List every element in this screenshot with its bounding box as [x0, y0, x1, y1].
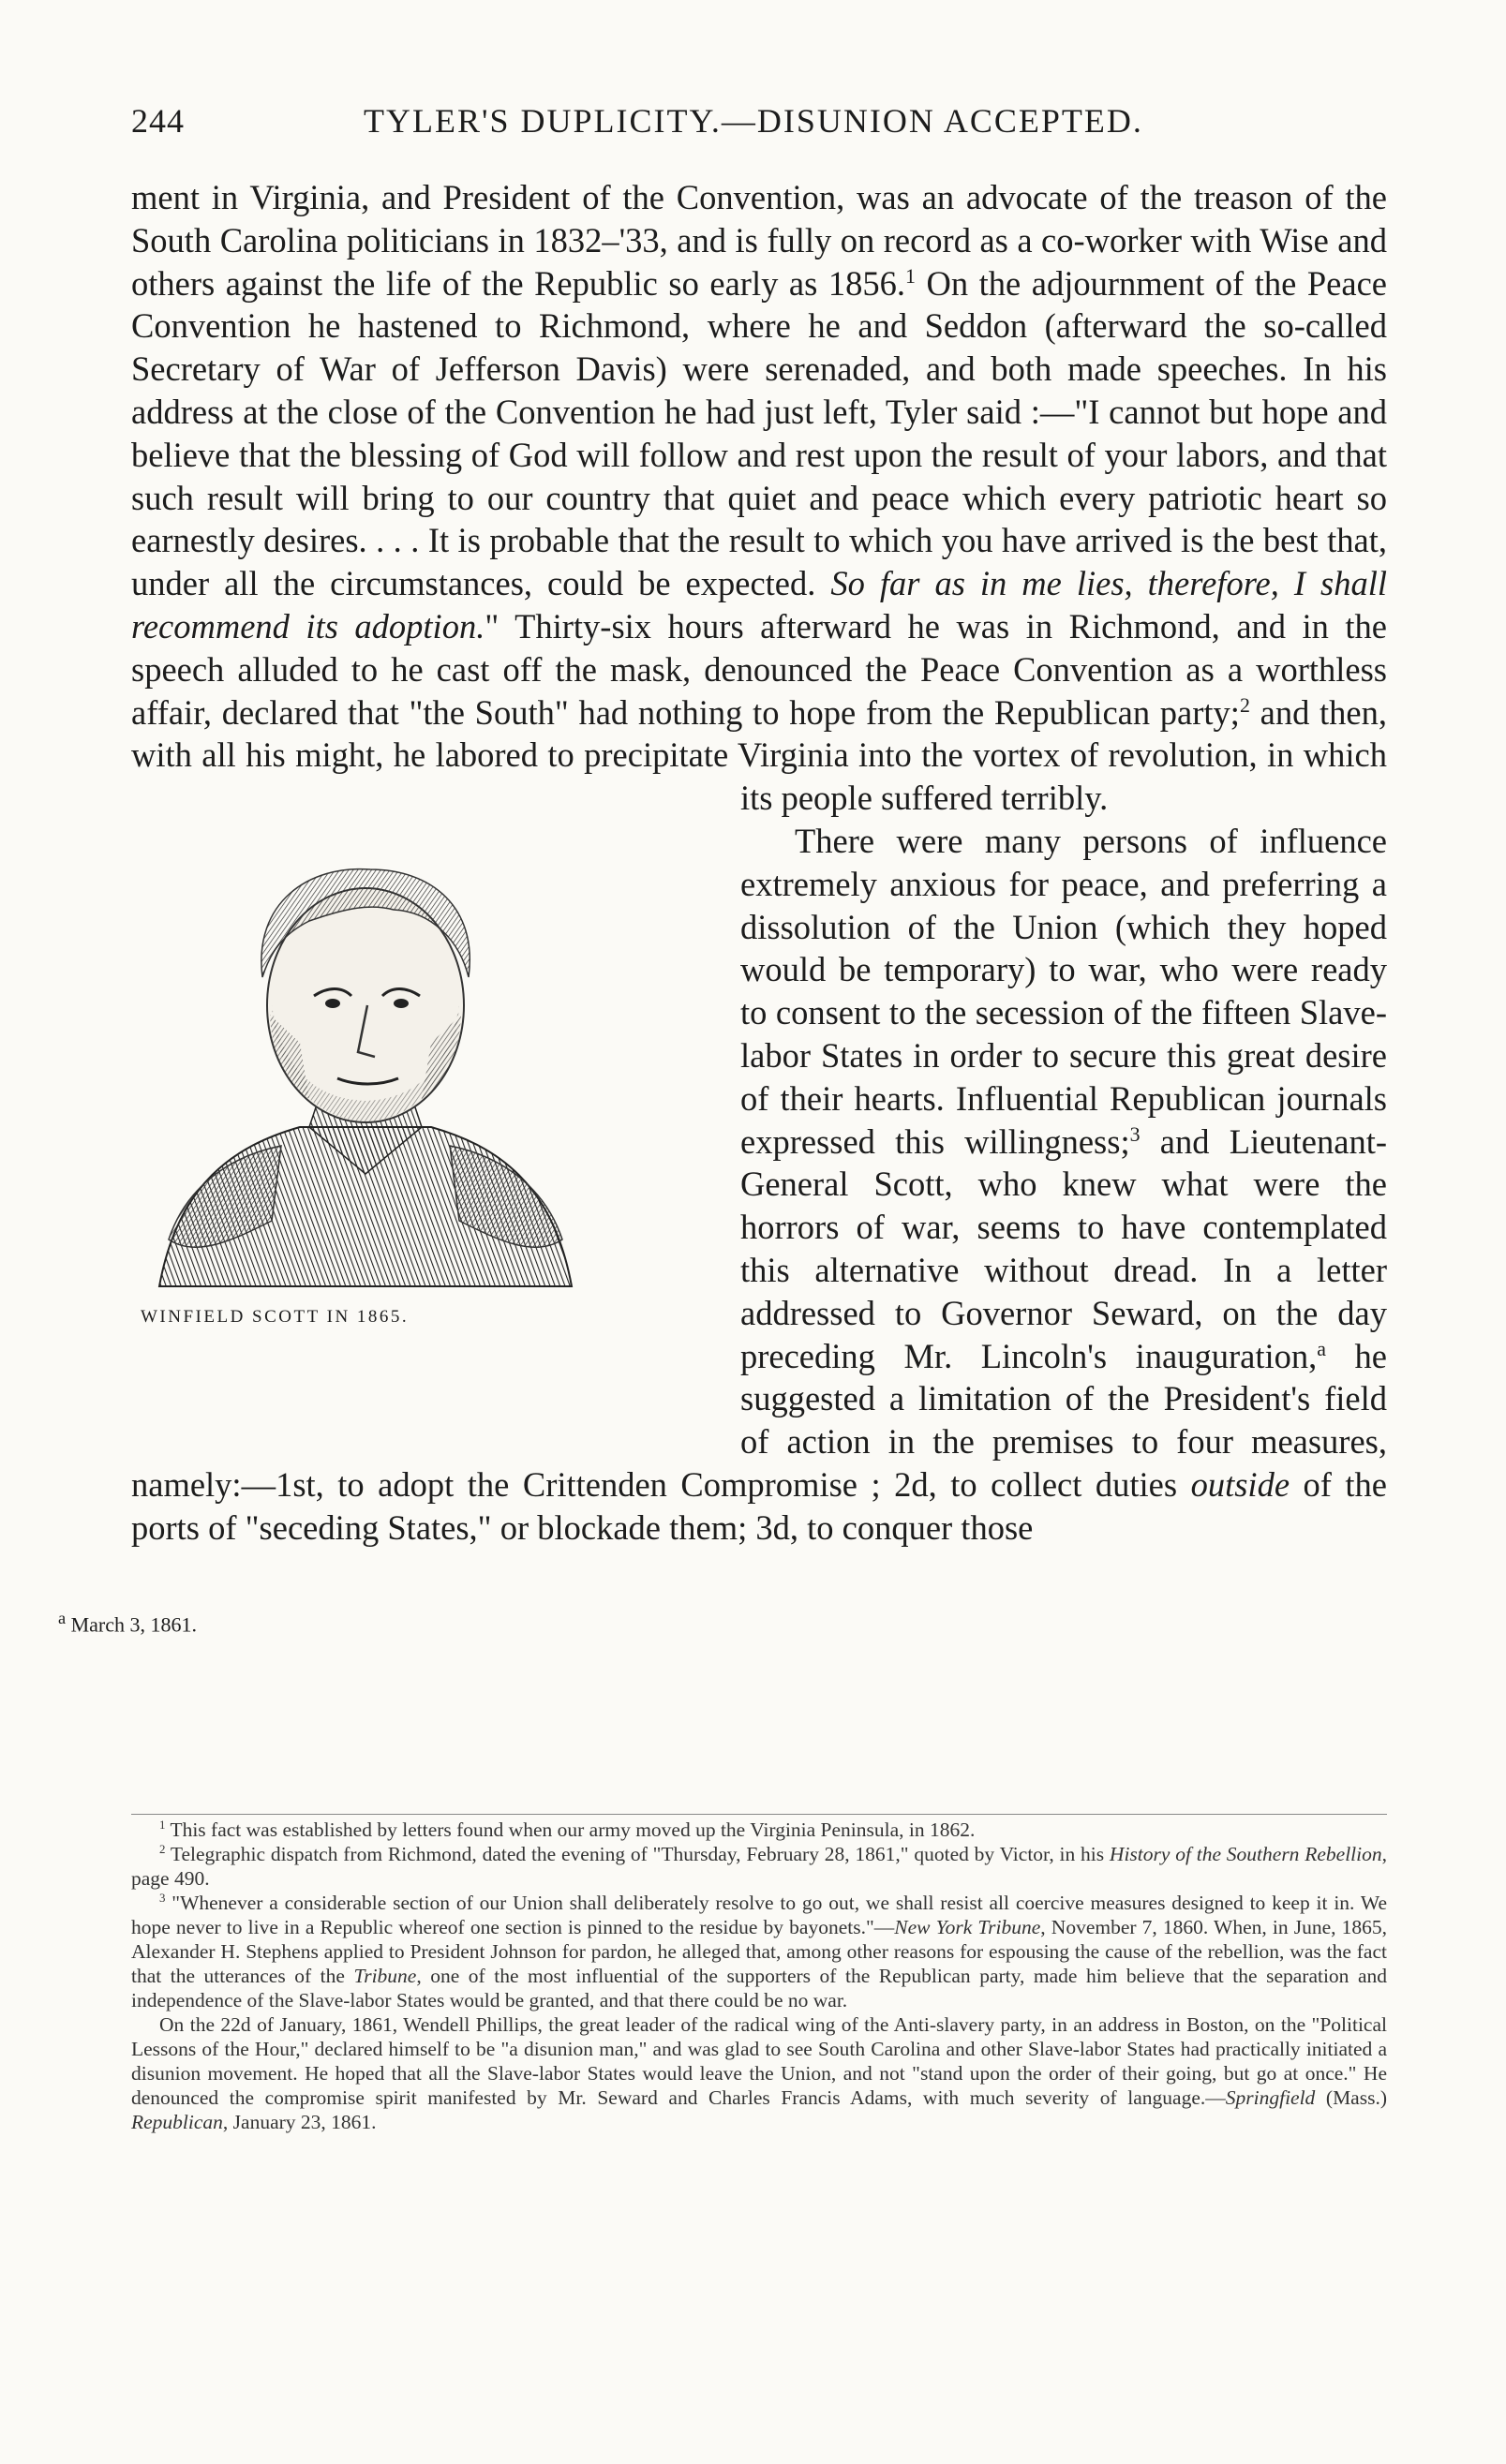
italic-quote: So far as in me lies, therefore, I shall recommend its adoption. — [131, 564, 1387, 646]
footnote-ref-1: 1 — [904, 263, 916, 288]
italic-outside: outside — [1190, 1464, 1290, 1504]
sidenote-ref-a: a — [1317, 1336, 1326, 1360]
footnotes — [131, 1818, 1387, 2134]
footnote-1: $^1$ This fact was established by letters found when our army moved up the Virginia Peninsula, in 1862. — [159, 1818, 976, 1841]
main-text — [131, 176, 1387, 1550]
running-title: TYLER'S DUPLICITY.—DISUNION ACCEPTED. — [364, 102, 1143, 140]
footnote-3-continued: On the 22d of January, 1861, Wendell Phillips, the great leader of the radical wing of the Anti-slavery party, in an address in Boston, on the "Political Lessons of the Hour," declared himself to be "a disunion man," and was glad to see South Carolina and other Slave-labor States had practically initiated a disunion movement. He hoped that all the Slave-labor States would leave the Union, and not "stand upon the order of their going, but go at once." He denounced the compromise spirit manifested by Mr. Seward and Charles Francis Adams, with much severity of language.—Springfield (Mass.) Republican, January 23, 1861. — [131, 2013, 1387, 2133]
footnote-divider — [131, 1814, 1387, 1815]
portrait-figure — [0, 734, 581, 1422]
footnote-ref-3: 3 — [1129, 1121, 1141, 1146]
paragraph-1: ment in Virginia, and President of the Convention, was an advocate of the treason of the South Carolina politicians in 1832–'33, and is fully on record as a co-worker with Wise and others against the life of the Republic so early as 1856.$^1$ On the adjournment of the Peace Convention he hastened to Richmond, where he and Seddon (afterward the so-called Secretary of War of Jefferson Davis) were serenaded, and both made speeches. In his address at the close of the Convention he had just left, Tyler said :—"I cannot but hope and believe that the blessing of God will follow and rest upon the result of your labors, and that such result will bring to our country that quiet and peace which every patriotic heart so earnestly desires. . . . It is probable that the result to which you have arrived is the best that, under all the circumstances, could be expected. So far as in me lies, therefore, I shall recommend its adoption." Thirty-six hours afterward he was in Richmond, and in the speech alluded to he cast off the mask, denounced the Peace Convention as a worthless affair, declared that "the South" had nothing to hope from the Republican party;$^2$ and then, with all his might, he WINFIELD SCOTT IN 1865. labored to precipitate Virginia into the vortex of revolution, in which its people suffered terribly. — [131, 176, 1387, 820]
paragraph-2: There were many persons of influence extremely anxious for peace, and preferring a dissolution of the Union (which they hoped would be temporary) to war, who were ready to consent to the secession of the fifteen Slave-labor States in order to secure this great desire of their hearts. Influential Republican journals expressed this willingness;$^3$ and Lieutenant-General Scott, who knew what were the horrors of war, seems to have contemplated this alternative without dread. In a letter addressed to Governor Seward, on the day preceding Mr. Lincoln's inauguration,$^a$ he suggested a limitation of the President's field of action in the premises to four measures, namely:—1st, to adopt the Crittenden Compromise ; 2d, to collect duties outside of the ports of "seceding States," or blockade them; 3d, to conquer those — [131, 821, 1388, 1547]
footnote-2: $^2$ Telegraphic dispatch from Richmond, dated the evening of "Thursday, February 28, 1861," quoted by Victor, in his History of the Southern Rebellion, page 490. — [131, 1842, 1387, 1890]
footnote-3: $^3$ "Whenever a considerable section of our Union shall deliberately resolve to go out, we shall resist all coercive measures designed to keep it in. We hope never to live in a Republic whereof one section is pinned to the residue by bayonets."—New York Tribune, November 7, 1860. When, in June, 1865, Alexander H. Stephens applied to President Johnson for pardon, he alleged that, among other reasons for espousing the cause of the rebellion, was the fact that the utterances of the Tribune, one of the most influential of the supporters of the Republican party, made him believe that the separation and independence of the Slave-labor States would be granted, and that there could be no war. — [131, 1891, 1387, 2011]
margin-date-note: $^a$ March 3, 1861. — [57, 1609, 198, 1637]
footnote-ref-2: 2 — [1239, 692, 1250, 717]
portrait-engraving — [150, 846, 581, 1296]
page-number: 244 — [131, 102, 185, 140]
portrait-caption: WINFIELD SCOTT IN 1865. — [141, 1307, 410, 1328]
